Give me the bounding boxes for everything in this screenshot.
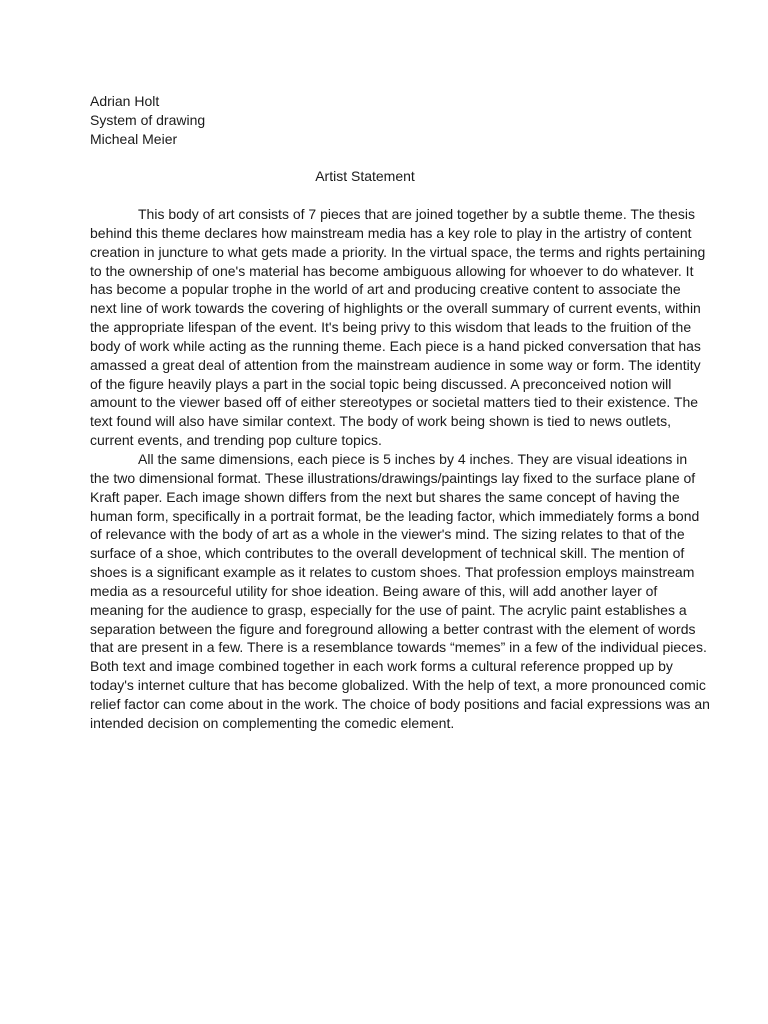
paragraph-1: This body of art consists of 7 pieces that are joined together by a subtle theme. The thesis behind this theme declares how mainstream media has a key role to play in the artistry of content creation in juncture to what gets made a priority. In the virtual space, the terms and rights pertaining to the ownership of one's material has become ambiguous allowing for whoever to do whatever. It has become a popular trophe in the world of art and producing creative content to associate the next line of work towards the covering of highlights or the overall summary of current events, within the appropriate lifespan of the event. It's being privy to this wisdom that leads to the fruition of the body of work while acting as the running theme. Each piece is a hand picked conversation that has amassed a great deal of attention from the mainstream audience in some way or form. The identity of the figure heavily plays a part in the social topic being discussed. A preconceived notion will amount to the viewer based off of either stereotypes or societal matters tied to their existence. The text found will also have similar context. The body of work being shown is tied to news outlets, current events, and trending pop culture topics. [90,206,706,449]
instructor-name: Micheal Meier [90,131,178,147]
paragraph-2: All the same dimensions, each piece is 5 inches by 4 inches. They are visual ideations in the two dimensional format. These illustrations/drawings/paintings lay fixed to the surface plane of Kraft paper. Each image shown differs from the next but shares the same concept of having the human form, specifically in a portrait format, be the leading factor, which immediately forms a bond of relevance with the body of art as a whole in the viewer's mind. The sizing relates to that of the surface of a shoe, which contributes to the overall development of technical skill. The mention of shoes is a significant example as it relates to custom shoes. That profession employs mainstream media as a resourceful utility for shoe ideation. Being aware of this, will add another layer of meaning for the audience to grasp, especially for the use of paint. The acrylic paint establishes a separation between the figure and foreground allowing a better contrast with the element of words that are present in a few. There is a resemblance towards “memes” in a few of the individual pieces. Both text and image combined together in each work forms a cultural reference propped up by today's internet culture that has become globalized. With the help of text, a more pronounced comic relief factor can come about in the work. The choice of body positions and facial expressions was an intended decision on complementing the comedic element. [90,450,710,731]
document-body [90,205,710,733]
header-block [90,92,205,149]
author-name: Adrian Holt [90,93,160,109]
document-title: Artist Statement [315,168,415,184]
course-name: System of drawing [90,112,206,128]
